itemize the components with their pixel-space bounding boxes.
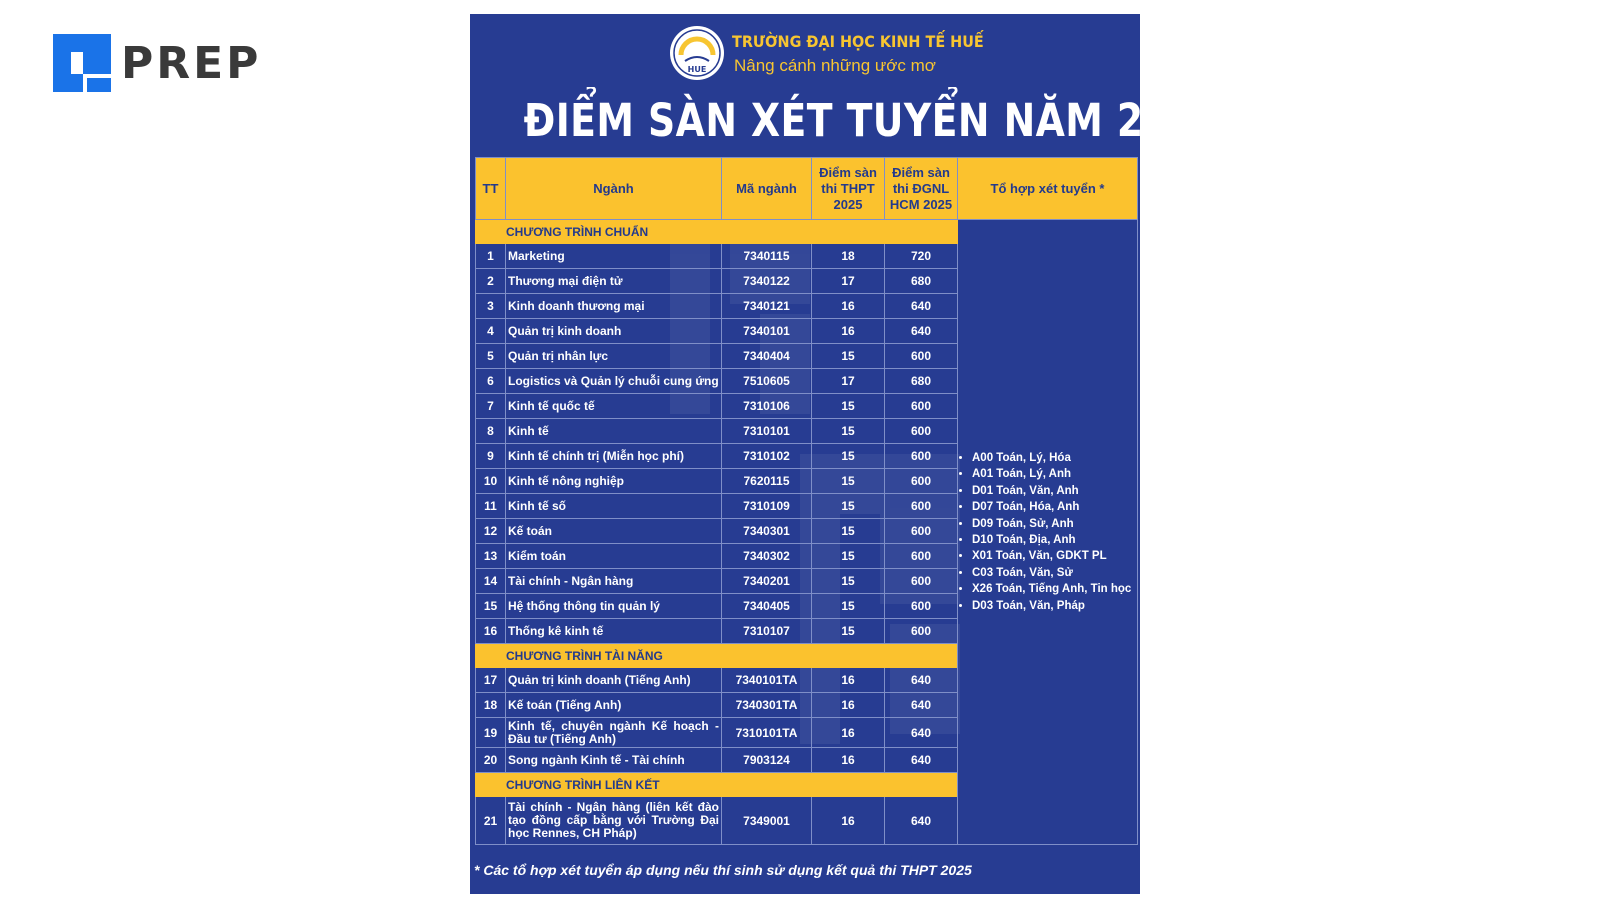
cell-thpt: 15 — [812, 594, 885, 619]
cell-major: Kinh tế số — [506, 494, 722, 519]
cell-tt: 5 — [476, 344, 506, 369]
cell-code: 7340101TA — [722, 668, 812, 693]
cell-tt: 7 — [476, 394, 506, 419]
cell-code: 7620115 — [722, 469, 812, 494]
combo-item: • A01 Toán, Lý, Anh — [972, 466, 1135, 482]
university-seal-icon — [669, 25, 725, 81]
cell-dgnl: 600 — [885, 469, 958, 494]
cell-thpt: 17 — [812, 369, 885, 394]
cell-thpt: 16 — [812, 319, 885, 344]
cell-dgnl: 600 — [885, 569, 958, 594]
cell-code: 7340115 — [722, 244, 812, 269]
col-header-tt: TT — [476, 158, 506, 220]
col-header-thpt: Điểm sàn thi THPT 2025 — [812, 158, 885, 220]
cell-code: 7310102 — [722, 444, 812, 469]
cell-tt: 9 — [476, 444, 506, 469]
cell-thpt: 16 — [812, 748, 885, 773]
cell-major: Kế toán (Tiếng Anh) — [506, 693, 722, 718]
cell-thpt: 15 — [812, 394, 885, 419]
cell-thpt: 17 — [812, 269, 885, 294]
cell-code: 7310101 — [722, 419, 812, 444]
cell-dgnl: 640 — [885, 668, 958, 693]
col-header-code: Mã ngành — [722, 158, 812, 220]
cell-tt: 17 — [476, 668, 506, 693]
cell-thpt: 15 — [812, 419, 885, 444]
cell-dgnl: 600 — [885, 344, 958, 369]
cell-tt: 15 — [476, 594, 506, 619]
cell-dgnl: 680 — [885, 269, 958, 294]
cell-major: Quản trị kinh doanh (Tiếng Anh) — [506, 668, 722, 693]
col-header-combos: Tổ hợp xét tuyển * — [958, 158, 1138, 220]
cell-tt: 20 — [476, 748, 506, 773]
cell-dgnl: 680 — [885, 369, 958, 394]
cell-major: Quản trị nhân lực — [506, 344, 722, 369]
cell-tt: 18 — [476, 693, 506, 718]
cell-major: Hệ thống thông tin quản lý — [506, 594, 722, 619]
section-row — [476, 220, 1138, 244]
cell-code: 7310107 — [722, 619, 812, 644]
combo-item: • X01 Toán, Văn, GDKT PL — [972, 548, 1135, 564]
cell-tt: 4 — [476, 319, 506, 344]
cell-tt: 8 — [476, 419, 506, 444]
combo-item: • D01 Toán, Văn, Anh — [972, 483, 1135, 499]
admission-poster — [470, 14, 1224, 894]
cell-thpt: 16 — [812, 294, 885, 319]
cell-dgnl: 600 — [885, 544, 958, 569]
footnote: * Các tổ hợp xét tuyển áp dụng nếu thí sinh sử dụng kết quả thi THPT 2025 — [474, 862, 972, 878]
prep-logo — [53, 34, 261, 92]
cell-major: Thương mại điện tử — [506, 269, 722, 294]
cell-thpt: 15 — [812, 494, 885, 519]
cell-thpt: 16 — [812, 693, 885, 718]
cell-thpt: 15 — [812, 619, 885, 644]
cell-thpt: 15 — [812, 544, 885, 569]
cell-dgnl: 720 — [885, 244, 958, 269]
cell-dgnl: 640 — [885, 294, 958, 319]
poster-title: ĐIỂM SÀN XÉT TUYỂN NĂM 2025 — [523, 94, 1224, 147]
combo-item: • D10 Toán, Địa, Anh — [972, 532, 1135, 548]
cell-code: 7340301TA — [722, 693, 812, 718]
cell-major: Kiểm toán — [506, 544, 722, 569]
cell-dgnl: 640 — [885, 319, 958, 344]
col-header-major: Ngành — [506, 158, 722, 220]
cell-code: 7340121 — [722, 294, 812, 319]
cell-code: 7340122 — [722, 269, 812, 294]
cell-tt: 6 — [476, 369, 506, 394]
cell-tt: 11 — [476, 494, 506, 519]
cell-tt: 13 — [476, 544, 506, 569]
cell-code: 7340302 — [722, 544, 812, 569]
cell-major: Kinh tế — [506, 419, 722, 444]
cell-code: 7310109 — [722, 494, 812, 519]
cell-major: Thống kê kinh tế — [506, 619, 722, 644]
cell-code: 7340201 — [722, 569, 812, 594]
cell-thpt: 15 — [812, 444, 885, 469]
cell-code: 7310106 — [722, 394, 812, 419]
cell-dgnl: 600 — [885, 419, 958, 444]
cell-major: Song ngành Kinh tế - Tài chính — [506, 748, 722, 773]
cell-major: Kinh tế nông nghiệp — [506, 469, 722, 494]
combo-item: • D03 Toán, Văn, Pháp — [972, 598, 1135, 614]
cell-code: 7340301 — [722, 519, 812, 544]
cell-major: Kinh tế quốc tế — [506, 394, 722, 419]
cell-thpt: 15 — [812, 519, 885, 544]
cell-dgnl: 600 — [885, 519, 958, 544]
combos-list — [960, 450, 1135, 614]
cell-thpt: 16 — [812, 797, 885, 845]
section-label: CHƯƠNG TRÌNH LIÊN KẾT — [476, 773, 958, 797]
cell-code: 7340405 — [722, 594, 812, 619]
combo-item: • C03 Toán, Văn, Sử — [972, 565, 1135, 581]
cell-thpt: 16 — [812, 718, 885, 748]
cell-thpt: 16 — [812, 668, 885, 693]
combo-item: • A00 Toán, Lý, Hóa — [972, 450, 1135, 466]
section-label: CHƯƠNG TRÌNH CHUẨN — [476, 220, 958, 244]
col-header-dgnl: Điểm sàn thi ĐGNL HCM 2025 — [885, 158, 958, 220]
cell-tt: 16 — [476, 619, 506, 644]
cell-code: 7349001 — [722, 797, 812, 845]
cell-dgnl: 600 — [885, 594, 958, 619]
cell-thpt: 15 — [812, 569, 885, 594]
cell-thpt: 18 — [812, 244, 885, 269]
poster-header — [470, 14, 1224, 156]
admission-table — [475, 157, 1138, 845]
cell-dgnl: 640 — [885, 797, 958, 845]
cell-major: Marketing — [506, 244, 722, 269]
cell-code: 7340404 — [722, 344, 812, 369]
section-label: CHƯƠNG TRÌNH TÀI NĂNG — [476, 644, 958, 668]
cell-dgnl: 600 — [885, 394, 958, 419]
cell-major: Logistics và Quản lý chuỗi cung ứng — [506, 369, 722, 394]
cell-major: Kế toán — [506, 519, 722, 544]
cell-major: Quản trị kinh doanh — [506, 319, 722, 344]
cell-code: 7510605 — [722, 369, 812, 394]
cell-code: 7340101 — [722, 319, 812, 344]
cell-tt: 19 — [476, 718, 506, 748]
cell-dgnl: 640 — [885, 693, 958, 718]
combo-item: • D07 Toán, Hóa, Anh — [972, 499, 1135, 515]
cell-code: 7903124 — [722, 748, 812, 773]
cell-tt: 21 — [476, 797, 506, 845]
table-header-row — [476, 158, 1138, 220]
cell-thpt: 15 — [812, 344, 885, 369]
cell-tt: 14 — [476, 569, 506, 594]
cell-code: 7310101TA — [722, 718, 812, 748]
prep-logo-text: PREP — [121, 37, 262, 89]
cell-dgnl: 640 — [885, 718, 958, 748]
cell-major: Tài chính - Ngân hàng (liên kết đào tạo đồng cấp bằng với Trường Đại học Rennes, CH Pháp) — [506, 797, 722, 845]
combo-item: • D09 Toán, Sử, Anh — [972, 516, 1135, 532]
cell-tt: 10 — [476, 469, 506, 494]
cell-dgnl: 640 — [885, 748, 958, 773]
combos-cell — [958, 220, 1138, 845]
cell-tt: 1 — [476, 244, 506, 269]
cell-dgnl: 600 — [885, 444, 958, 469]
school-slogan: Nâng cánh những ước mơ — [734, 56, 936, 75]
cell-dgnl: 600 — [885, 494, 958, 519]
cell-thpt: 15 — [812, 469, 885, 494]
seal-text: HUE — [687, 65, 707, 74]
combo-item: • X26 Toán, Tiếng Anh, Tin học — [972, 581, 1135, 597]
cell-tt: 3 — [476, 294, 506, 319]
cell-tt: 12 — [476, 519, 506, 544]
cell-tt: 2 — [476, 269, 506, 294]
cell-major: Tài chính - Ngân hàng — [506, 569, 722, 594]
cell-major: Kinh tế, chuyên ngành Kế hoạch - Đầu tư (Tiếng Anh) — [506, 718, 722, 748]
cell-major: Kinh tế chính trị (Miễn học phí) — [506, 444, 722, 469]
cell-major: Kinh doanh thương mại — [506, 294, 722, 319]
school-name: TRƯỜNG ĐẠI HỌC KINH TẾ HUẾ — [732, 32, 984, 51]
prep-logo-icon — [53, 34, 111, 92]
cell-dgnl: 600 — [885, 619, 958, 644]
